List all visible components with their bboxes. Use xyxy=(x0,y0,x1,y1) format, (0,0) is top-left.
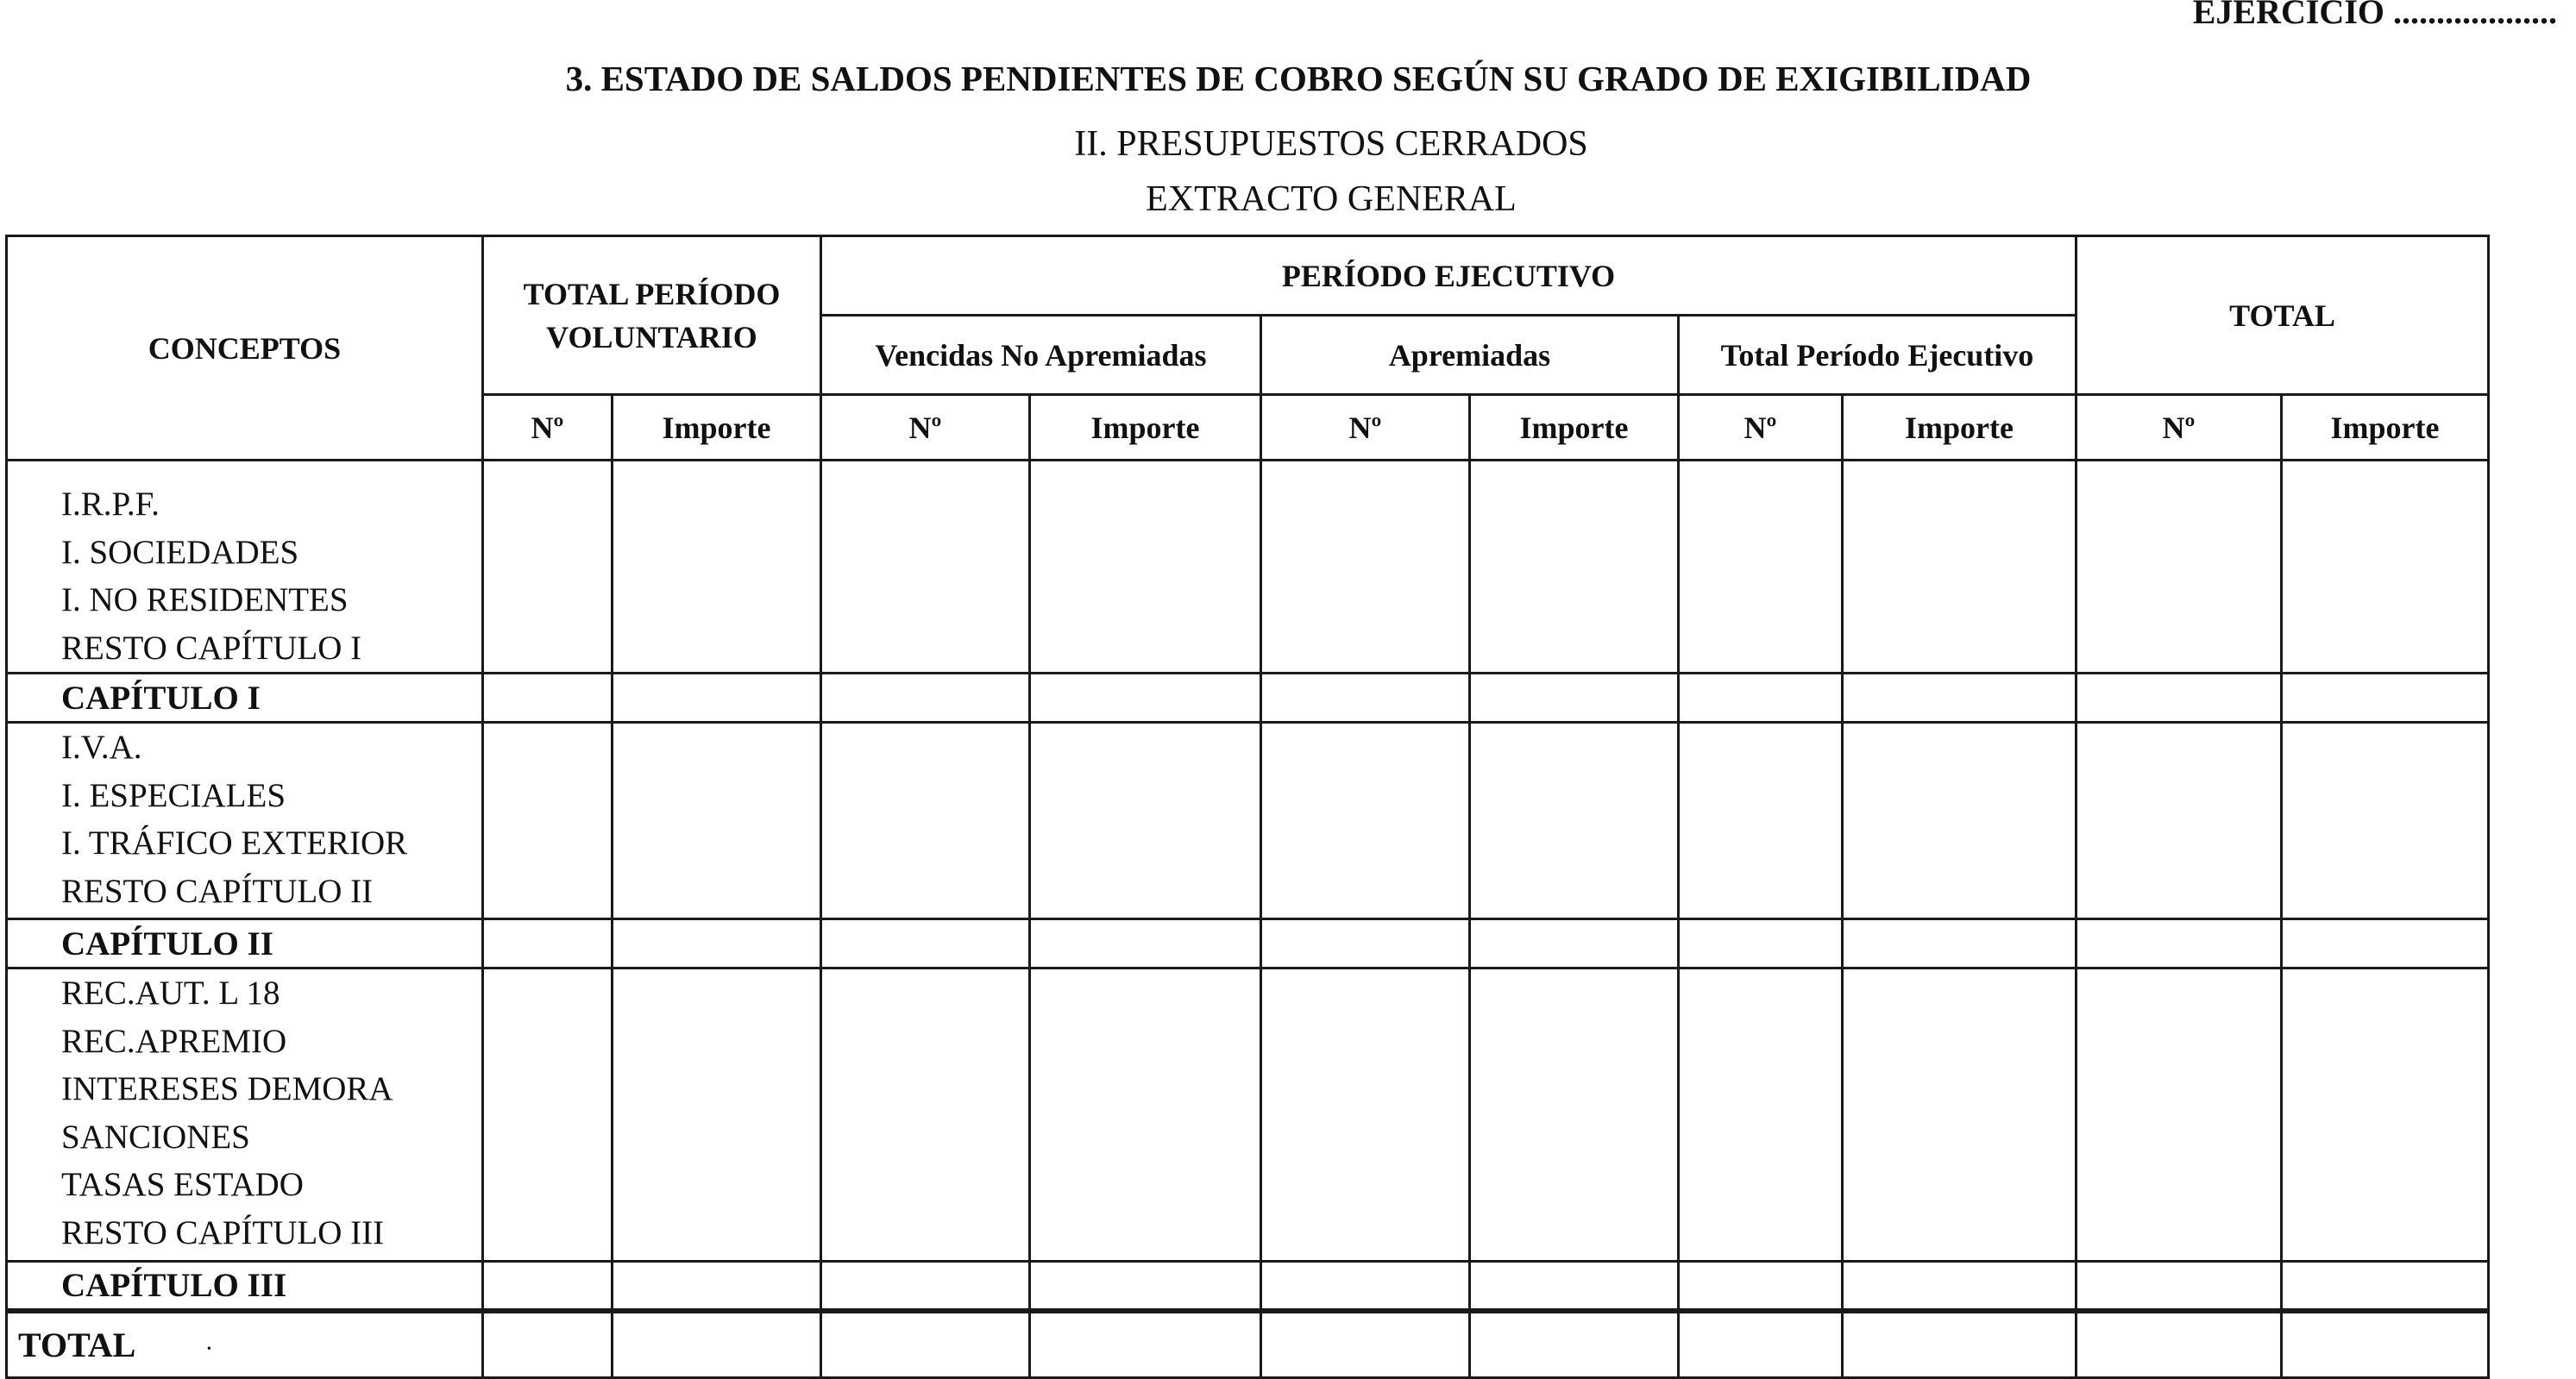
empty-cell xyxy=(1679,968,1843,1262)
empty-cell xyxy=(1679,1262,1843,1311)
header-apremiadas: Apremiadas xyxy=(1261,316,1679,395)
chapter-row xyxy=(7,674,2489,723)
subheader-num: Nº xyxy=(2077,395,2282,461)
concept-item: SANCIONES xyxy=(61,1118,250,1156)
empty-cell xyxy=(1843,1311,2077,1378)
subheader-num: Nº xyxy=(483,395,613,461)
concept-item: I. TRÁFICO EXTERIOR xyxy=(61,824,408,862)
empty-cell xyxy=(821,1311,1030,1378)
empty-cell xyxy=(2282,461,2489,674)
chapter-row xyxy=(7,1262,2489,1311)
concept-item: RESTO CAPÍTULO II xyxy=(61,872,374,910)
empty-cell xyxy=(1261,674,1470,723)
empty-cell xyxy=(821,723,1030,919)
empty-cell xyxy=(821,968,1030,1262)
concept-list xyxy=(7,968,483,1262)
empty-cell xyxy=(1843,1262,2077,1311)
empty-cell xyxy=(1679,1311,1843,1378)
chapter-label: CAPÍTULO III xyxy=(7,1262,483,1311)
header-total-periodo-ejecutivo: Total Período Ejecutivo xyxy=(1679,316,2077,395)
empty-cell xyxy=(613,919,821,968)
empty-cell xyxy=(1261,968,1470,1262)
chapter-label: CAPÍTULO I xyxy=(7,674,483,723)
concept-item: TASAS ESTADO xyxy=(61,1166,304,1203)
empty-cell xyxy=(613,723,821,919)
concept-list xyxy=(7,723,483,919)
table-row xyxy=(7,461,2489,674)
empty-cell xyxy=(1843,723,2077,919)
empty-cell xyxy=(1030,919,1261,968)
subheader-importe: Importe xyxy=(1843,395,2077,461)
empty-cell xyxy=(1470,674,1679,723)
empty-cell xyxy=(1261,461,1470,674)
header-total-periodo-voluntario: TOTAL PERÍODO VOLUNTARIO xyxy=(483,236,821,395)
empty-cell xyxy=(1843,968,2077,1262)
empty-cell xyxy=(2282,1311,2489,1378)
empty-cell xyxy=(1843,919,2077,968)
empty-cell xyxy=(821,461,1030,674)
concept-item: REC.APREMIO xyxy=(61,1022,287,1060)
header-total: TOTAL xyxy=(2077,236,2489,395)
empty-cell xyxy=(1470,461,1679,674)
page-title: 3. ESTADO DE SALDOS PENDIENTES DE COBRO SEGÚN SU GRADO DE EXIGIBILIDAD xyxy=(565,59,2032,98)
concept-item: I.R.P.F. xyxy=(61,486,160,523)
empty-cell xyxy=(2077,461,2282,674)
concept-item: RESTO CAPÍTULO I xyxy=(61,629,362,667)
empty-cell xyxy=(1470,919,1679,968)
empty-cell xyxy=(483,461,613,674)
empty-cell xyxy=(1030,1311,1261,1378)
empty-cell xyxy=(2077,674,2282,723)
stray-mark: · xyxy=(204,1333,214,1363)
empty-cell xyxy=(2282,919,2489,968)
empty-cell xyxy=(2077,919,2282,968)
empty-cell xyxy=(2282,968,2489,1262)
total-label: TOTAL xyxy=(18,1325,136,1364)
subheader-importe: Importe xyxy=(2282,395,2489,461)
subheader-num: Nº xyxy=(821,395,1030,461)
ejercicio-label: EJERCICIO ................... xyxy=(2192,0,2557,31)
empty-cell xyxy=(821,1262,1030,1311)
empty-cell xyxy=(1261,1311,1470,1378)
empty-cell xyxy=(1030,461,1261,674)
page-subtitle-presupuestos: II. PRESUPUESTOS CERRADOS xyxy=(1074,124,1588,164)
subheader-num: Nº xyxy=(1679,395,1843,461)
empty-cell xyxy=(483,1262,613,1311)
empty-cell xyxy=(1843,674,2077,723)
empty-cell xyxy=(613,968,821,1262)
subheader-importe: Importe xyxy=(1030,395,1261,461)
empty-cell xyxy=(483,723,613,919)
empty-cell xyxy=(1679,919,1843,968)
header-conceptos: CONCEPTOS xyxy=(7,236,483,461)
concept-item: INTERESES DEMORA xyxy=(61,1070,393,1107)
subheader-importe: Importe xyxy=(1470,395,1679,461)
empty-cell xyxy=(821,674,1030,723)
concept-item: I. ESPECIALES xyxy=(61,776,286,814)
empty-cell xyxy=(1030,674,1261,723)
empty-cell xyxy=(1679,461,1843,674)
concept-item: I. NO RESIDENTES xyxy=(61,581,349,618)
empty-cell xyxy=(821,919,1030,968)
subheader-num: Nº xyxy=(1261,395,1470,461)
empty-cell xyxy=(1679,674,1843,723)
total-row xyxy=(7,1311,2489,1378)
empty-cell xyxy=(1030,723,1261,919)
concept-item: REC.AUT. L 18 xyxy=(61,975,280,1012)
empty-cell xyxy=(2282,1262,2489,1311)
total-label-cell xyxy=(7,1311,483,1378)
concept-item: I.V.A. xyxy=(61,729,142,766)
empty-cell xyxy=(1843,461,2077,674)
empty-cell xyxy=(613,674,821,723)
empty-cell xyxy=(483,919,613,968)
concept-item: I. SOCIEDADES xyxy=(61,533,299,571)
empty-cell xyxy=(1261,723,1470,919)
empty-cell xyxy=(1470,1262,1679,1311)
empty-cell xyxy=(2282,674,2489,723)
header-vencidas-no-apremiadas: Vencidas No Apremiadas xyxy=(821,316,1261,395)
table-row xyxy=(7,968,2489,1262)
empty-cell xyxy=(1030,968,1261,1262)
subheader-importe: Importe xyxy=(613,395,821,461)
concept-item: RESTO CAPÍTULO III xyxy=(61,1213,385,1251)
empty-cell xyxy=(2282,723,2489,919)
empty-cell xyxy=(483,1311,613,1378)
empty-cell xyxy=(613,1262,821,1311)
saldos-table xyxy=(5,235,2490,1379)
empty-cell xyxy=(2077,1311,2282,1378)
empty-cell xyxy=(2077,968,2282,1262)
empty-cell xyxy=(1470,723,1679,919)
empty-cell xyxy=(1261,1262,1470,1311)
chapter-label: CAPÍTULO II xyxy=(7,919,483,968)
concept-list xyxy=(7,461,483,674)
empty-cell xyxy=(483,968,613,1262)
empty-cell xyxy=(1470,968,1679,1262)
table-row xyxy=(7,723,2489,919)
empty-cell xyxy=(483,674,613,723)
empty-cell xyxy=(613,461,821,674)
chapter-row xyxy=(7,919,2489,968)
empty-cell xyxy=(2077,1262,2282,1311)
empty-cell xyxy=(1030,1262,1261,1311)
empty-cell xyxy=(613,1311,821,1378)
empty-cell xyxy=(1261,919,1470,968)
empty-cell xyxy=(1679,723,1843,919)
empty-cell xyxy=(1470,1311,1679,1378)
header-periodo-ejecutivo: PERÍODO EJECUTIVO xyxy=(821,236,2077,316)
empty-cell xyxy=(2077,723,2282,919)
page-subtitle-extracto: EXTRACTO GENERAL xyxy=(1146,179,1517,219)
